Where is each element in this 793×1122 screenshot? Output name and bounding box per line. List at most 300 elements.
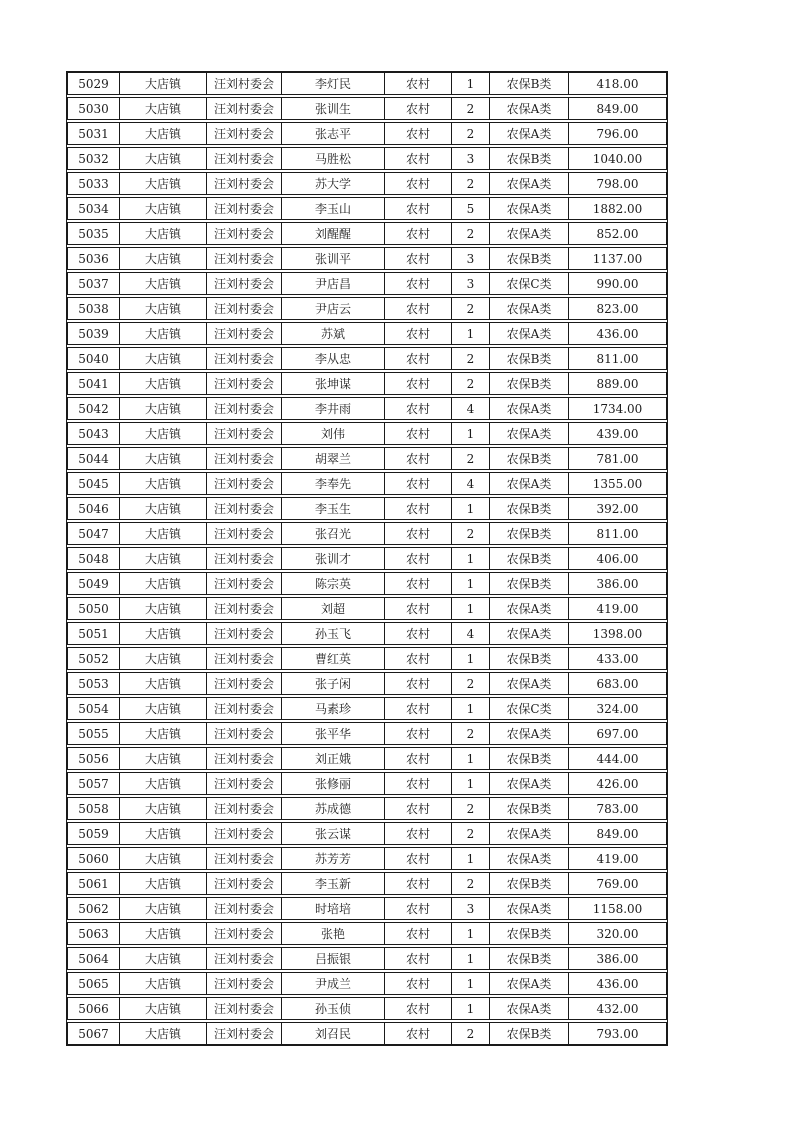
cell-count: 1 (452, 973, 490, 994)
cell-name: 张训平 (282, 248, 385, 269)
cell-name: 马素珍 (282, 698, 385, 719)
cell-id: 5039 (68, 323, 120, 344)
cell-village: 汪刘村委会 (207, 623, 282, 644)
cell-amount: 406.00 (596, 551, 639, 566)
cell-village: 汪刘村委会 (207, 773, 282, 794)
cell-village: 汪刘村委会 (207, 973, 282, 994)
cell-village: 汪刘村委会 (207, 373, 282, 394)
cell-town: 大店镇 (120, 1023, 207, 1044)
cell-id: 5047 (68, 523, 120, 544)
cell-name: 陈宗英 (282, 573, 385, 594)
cell-amount: 324.00 (596, 701, 639, 716)
cell-name: 张召光 (282, 523, 385, 544)
cell-residence: 农村 (385, 448, 452, 469)
cell-type: 农保C类 (490, 273, 569, 294)
cell-count: 1 (452, 698, 490, 719)
cell-name: 张平华 (282, 723, 385, 744)
cell-id: 5067 (68, 1023, 120, 1044)
cell-amount: 419.00 (596, 851, 639, 866)
cell-residence: 农村 (385, 148, 452, 169)
cell-count: 3 (452, 248, 490, 269)
cell-id: 5050 (68, 598, 120, 619)
table-row (67, 772, 667, 795)
cell-type: 农保B类 (490, 923, 569, 944)
table-row (67, 522, 667, 545)
cell-town: 大店镇 (120, 898, 207, 919)
cell-town: 大店镇 (120, 798, 207, 819)
cell-type: 农保B类 (490, 248, 569, 269)
cell-residence: 农村 (385, 73, 452, 94)
cell-name: 尹店云 (282, 298, 385, 319)
cell-residence: 农村 (385, 473, 452, 494)
table-row (67, 622, 667, 645)
cell-residence: 农村 (385, 873, 452, 894)
cell-id: 5032 (68, 148, 120, 169)
cell-village: 汪刘村委会 (207, 948, 282, 969)
table-row (67, 997, 667, 1020)
cell-residence: 农村 (385, 773, 452, 794)
cell-count: 2 (452, 123, 490, 144)
cell-amount: 990.00 (596, 276, 639, 291)
cell-town: 大店镇 (120, 998, 207, 1019)
cell-id: 5052 (68, 648, 120, 669)
cell-id: 5059 (68, 823, 120, 844)
cell-residence: 农村 (385, 98, 452, 119)
table-row (67, 872, 667, 895)
cell-type: 农保A类 (490, 973, 569, 994)
cell-type: 农保A类 (490, 473, 569, 494)
table-row (67, 572, 667, 595)
cell-id: 5062 (68, 898, 120, 919)
cell-count: 2 (452, 298, 490, 319)
cell-town: 大店镇 (120, 423, 207, 444)
cell-town: 大店镇 (120, 723, 207, 744)
cell-village: 汪刘村委会 (207, 398, 282, 419)
cell-town: 大店镇 (120, 373, 207, 394)
cell-residence: 农村 (385, 273, 452, 294)
cell-type: 农保C类 (490, 698, 569, 719)
table-row (67, 747, 667, 770)
cell-town: 大店镇 (120, 298, 207, 319)
cell-type: 农保A类 (490, 298, 569, 319)
cell-id: 5035 (68, 223, 120, 244)
cell-type: 农保A类 (490, 823, 569, 844)
cell-count: 1 (452, 323, 490, 344)
cell-id: 5033 (68, 173, 120, 194)
cell-residence: 农村 (385, 798, 452, 819)
cell-count: 1 (452, 573, 490, 594)
cell-amount: 697.00 (596, 726, 639, 741)
cell-count: 4 (452, 398, 490, 419)
cell-residence: 农村 (385, 498, 452, 519)
cell-town: 大店镇 (120, 923, 207, 944)
cell-count: 1 (452, 73, 490, 94)
cell-amount: 849.00 (596, 101, 639, 116)
cell-name: 刘正娥 (282, 748, 385, 769)
table-row (67, 322, 667, 345)
cell-village: 汪刘村委会 (207, 73, 282, 94)
cell-amount: 811.00 (596, 351, 639, 366)
cell-type: 农保A类 (490, 198, 569, 219)
cell-name: 刘召民 (282, 1023, 385, 1044)
cell-count: 2 (452, 523, 490, 544)
cell-count: 1 (452, 998, 490, 1019)
cell-village: 汪刘村委会 (207, 698, 282, 719)
cell-village: 汪刘村委会 (207, 523, 282, 544)
cell-type: 农保B类 (490, 573, 569, 594)
cell-village: 汪刘村委会 (207, 573, 282, 594)
table-row (67, 422, 667, 445)
cell-amount: 849.00 (596, 826, 639, 841)
cell-type: 农保B类 (490, 348, 569, 369)
cell-village: 汪刘村委会 (207, 798, 282, 819)
cell-count: 1 (452, 498, 490, 519)
cell-name: 尹成兰 (282, 973, 385, 994)
cell-id: 5031 (68, 123, 120, 144)
cell-amount: 432.00 (596, 1001, 639, 1016)
cell-village: 汪刘村委会 (207, 898, 282, 919)
cell-type: 农保A类 (490, 998, 569, 1019)
cell-amount: 1882.00 (592, 201, 643, 216)
cell-town: 大店镇 (120, 573, 207, 594)
cell-name: 张云谋 (282, 823, 385, 844)
cell-name: 张修丽 (282, 773, 385, 794)
cell-id: 5057 (68, 773, 120, 794)
cell-residence: 农村 (385, 648, 452, 669)
cell-town: 大店镇 (120, 698, 207, 719)
table-row (67, 847, 667, 870)
cell-count: 1 (452, 848, 490, 869)
cell-amount: 783.00 (596, 801, 639, 816)
cell-village: 汪刘村委会 (207, 923, 282, 944)
cell-count: 2 (452, 173, 490, 194)
cell-amount: 781.00 (596, 451, 639, 466)
cell-town: 大店镇 (120, 623, 207, 644)
cell-count: 3 (452, 273, 490, 294)
cell-name: 刘醒醒 (282, 223, 385, 244)
cell-id: 5054 (68, 698, 120, 719)
cell-id: 5034 (68, 198, 120, 219)
cell-type: 农保A类 (490, 123, 569, 144)
cell-type: 农保B类 (490, 523, 569, 544)
cell-id: 5064 (68, 948, 120, 969)
cell-village: 汪刘村委会 (207, 548, 282, 569)
cell-village: 汪刘村委会 (207, 1023, 282, 1044)
cell-id: 5041 (68, 373, 120, 394)
cell-count: 2 (452, 373, 490, 394)
cell-village: 汪刘村委会 (207, 423, 282, 444)
cell-amount: 1398.00 (592, 626, 643, 641)
cell-type: 农保B类 (490, 1023, 569, 1044)
cell-count: 2 (452, 673, 490, 694)
cell-town: 大店镇 (120, 223, 207, 244)
cell-count: 1 (452, 748, 490, 769)
cell-residence: 农村 (385, 573, 452, 594)
table-row (67, 497, 667, 520)
cell-id: 5056 (68, 748, 120, 769)
cell-town: 大店镇 (120, 598, 207, 619)
cell-count: 1 (452, 598, 490, 619)
cell-amount: 433.00 (596, 651, 639, 666)
cell-amount: 386.00 (596, 576, 639, 591)
cell-residence: 农村 (385, 523, 452, 544)
cell-village: 汪刘村委会 (207, 298, 282, 319)
table-row (67, 1022, 667, 1045)
cell-village: 汪刘村委会 (207, 448, 282, 469)
cell-type: 农保B类 (490, 548, 569, 569)
cell-village: 汪刘村委会 (207, 248, 282, 269)
cell-id: 5058 (68, 798, 120, 819)
cell-name: 张坤谋 (282, 373, 385, 394)
cell-type: 农保B类 (490, 648, 569, 669)
cell-name: 胡翠兰 (282, 448, 385, 469)
table-row (67, 947, 667, 970)
cell-count: 2 (452, 723, 490, 744)
cell-town: 大店镇 (120, 748, 207, 769)
cell-id: 5060 (68, 848, 120, 869)
cell-residence: 农村 (385, 748, 452, 769)
cell-village: 汪刘村委会 (207, 748, 282, 769)
cell-village: 汪刘村委会 (207, 173, 282, 194)
cell-count: 1 (452, 548, 490, 569)
cell-residence: 农村 (385, 298, 452, 319)
cell-count: 2 (452, 873, 490, 894)
cell-village: 汪刘村委会 (207, 998, 282, 1019)
cell-village: 汪刘村委会 (207, 723, 282, 744)
cell-village: 汪刘村委会 (207, 848, 282, 869)
cell-name: 吕振银 (282, 948, 385, 969)
cell-residence: 农村 (385, 223, 452, 244)
cell-count: 2 (452, 348, 490, 369)
cell-id: 5029 (68, 73, 120, 94)
cell-name: 马胜松 (282, 148, 385, 169)
cell-town: 大店镇 (120, 848, 207, 869)
cell-name: 苏成德 (282, 798, 385, 819)
cell-name: 李井雨 (282, 398, 385, 419)
cell-residence: 农村 (385, 848, 452, 869)
cell-type: 农保A类 (490, 98, 569, 119)
cell-residence: 农村 (385, 1023, 452, 1044)
cell-name: 孙玉飞 (282, 623, 385, 644)
cell-count: 2 (452, 798, 490, 819)
cell-residence: 农村 (385, 248, 452, 269)
cell-type: 农保A类 (490, 773, 569, 794)
cell-amount: 1355.00 (592, 476, 643, 491)
cell-town: 大店镇 (120, 673, 207, 694)
cell-name: 时培培 (282, 898, 385, 919)
cell-amount: 889.00 (596, 376, 639, 391)
cell-residence: 农村 (385, 698, 452, 719)
cell-town: 大店镇 (120, 648, 207, 669)
cell-town: 大店镇 (120, 248, 207, 269)
cell-amount: 798.00 (596, 176, 639, 191)
cell-town: 大店镇 (120, 523, 207, 544)
cell-type: 农保B类 (490, 873, 569, 894)
cell-type: 农保A类 (490, 223, 569, 244)
cell-type: 农保B类 (490, 948, 569, 969)
table-row (67, 397, 667, 420)
cell-count: 4 (452, 473, 490, 494)
cell-count: 1 (452, 773, 490, 794)
cell-residence: 农村 (385, 723, 452, 744)
cell-id: 5030 (68, 98, 120, 119)
cell-count: 1 (452, 948, 490, 969)
cell-town: 大店镇 (120, 823, 207, 844)
table-row (67, 197, 667, 220)
cell-id: 5065 (68, 973, 120, 994)
cell-id: 5063 (68, 923, 120, 944)
cell-village: 汪刘村委会 (207, 223, 282, 244)
cell-name: 苏芳芳 (282, 848, 385, 869)
cell-town: 大店镇 (120, 198, 207, 219)
cell-name: 张子闲 (282, 673, 385, 694)
cell-residence: 农村 (385, 598, 452, 619)
table-row (67, 672, 667, 695)
cell-id: 5045 (68, 473, 120, 494)
cell-amount: 823.00 (596, 301, 639, 316)
cell-count: 1 (452, 423, 490, 444)
cell-id: 5036 (68, 248, 120, 269)
cell-amount: 1734.00 (592, 401, 643, 416)
cell-residence: 农村 (385, 323, 452, 344)
cell-village: 汪刘村委会 (207, 123, 282, 144)
table-row (67, 272, 667, 295)
table-row (67, 347, 667, 370)
cell-name: 李从忠 (282, 348, 385, 369)
cell-amount: 683.00 (596, 676, 639, 691)
cell-name: 孙玉侦 (282, 998, 385, 1019)
cell-type: 农保A类 (490, 623, 569, 644)
table-row (67, 297, 667, 320)
table-row (67, 247, 667, 270)
cell-name: 苏斌 (282, 323, 385, 344)
cell-count: 2 (452, 223, 490, 244)
cell-amount: 1137.00 (592, 251, 643, 266)
cell-id: 5037 (68, 273, 120, 294)
cell-type: 农保A类 (490, 673, 569, 694)
cell-village: 汪刘村委会 (207, 648, 282, 669)
cell-town: 大店镇 (120, 973, 207, 994)
table-row (67, 222, 667, 245)
cell-village: 汪刘村委会 (207, 98, 282, 119)
cell-amount: 426.00 (596, 776, 639, 791)
cell-name: 李玉新 (282, 873, 385, 894)
cell-id: 5046 (68, 498, 120, 519)
table-row (67, 122, 667, 145)
cell-count: 3 (452, 898, 490, 919)
table-row (67, 172, 667, 195)
table-row (67, 972, 667, 995)
cell-town: 大店镇 (120, 498, 207, 519)
cell-residence: 农村 (385, 948, 452, 969)
cell-town: 大店镇 (120, 273, 207, 294)
cell-type: 农保A类 (490, 398, 569, 419)
cell-amount: 793.00 (596, 1026, 639, 1041)
cell-type: 农保A类 (490, 423, 569, 444)
cell-residence: 农村 (385, 548, 452, 569)
table-row (67, 922, 667, 945)
table-row (67, 72, 667, 95)
cell-town: 大店镇 (120, 173, 207, 194)
cell-town: 大店镇 (120, 948, 207, 969)
cell-type: 农保B类 (490, 73, 569, 94)
cell-type: 农保B类 (490, 373, 569, 394)
table-row (67, 647, 667, 670)
cell-name: 刘伟 (282, 423, 385, 444)
cell-village: 汪刘村委会 (207, 598, 282, 619)
cell-village: 汪刘村委会 (207, 823, 282, 844)
cell-type: 农保A类 (490, 848, 569, 869)
cell-town: 大店镇 (120, 398, 207, 419)
payment-table (66, 71, 668, 1046)
cell-town: 大店镇 (120, 148, 207, 169)
cell-id: 5042 (68, 398, 120, 419)
cell-residence: 农村 (385, 823, 452, 844)
cell-amount: 852.00 (596, 226, 639, 241)
cell-village: 汪刘村委会 (207, 273, 282, 294)
cell-amount: 418.00 (596, 76, 639, 91)
cell-village: 汪刘村委会 (207, 473, 282, 494)
cell-amount: 320.00 (596, 926, 639, 941)
cell-name: 张志平 (282, 123, 385, 144)
cell-name: 李玉生 (282, 498, 385, 519)
cell-id: 5055 (68, 723, 120, 744)
cell-id: 5044 (68, 448, 120, 469)
cell-amount: 769.00 (596, 876, 639, 891)
cell-town: 大店镇 (120, 773, 207, 794)
cell-residence: 农村 (385, 423, 452, 444)
cell-name: 李奉先 (282, 473, 385, 494)
cell-residence: 农村 (385, 173, 452, 194)
cell-residence: 农村 (385, 673, 452, 694)
cell-amount: 811.00 (596, 526, 639, 541)
cell-count: 4 (452, 623, 490, 644)
cell-residence: 农村 (385, 198, 452, 219)
cell-residence: 农村 (385, 348, 452, 369)
cell-town: 大店镇 (120, 873, 207, 894)
cell-type: 农保A类 (490, 723, 569, 744)
cell-id: 5061 (68, 873, 120, 894)
cell-type: 农保B类 (490, 498, 569, 519)
cell-type: 农保A类 (490, 598, 569, 619)
cell-village: 汪刘村委会 (207, 873, 282, 894)
cell-village: 汪刘村委会 (207, 348, 282, 369)
cell-amount: 796.00 (596, 126, 639, 141)
cell-amount: 386.00 (596, 951, 639, 966)
cell-town: 大店镇 (120, 73, 207, 94)
table-row (67, 472, 667, 495)
table-row (67, 97, 667, 120)
cell-name: 李灯民 (282, 73, 385, 94)
cell-id: 5038 (68, 298, 120, 319)
cell-count: 2 (452, 1023, 490, 1044)
cell-village: 汪刘村委会 (207, 198, 282, 219)
cell-count: 2 (452, 823, 490, 844)
cell-residence: 农村 (385, 998, 452, 1019)
table-row (67, 797, 667, 820)
cell-residence: 农村 (385, 373, 452, 394)
cell-count: 5 (452, 198, 490, 219)
cell-type: 农保B类 (490, 448, 569, 469)
cell-count: 1 (452, 648, 490, 669)
cell-town: 大店镇 (120, 448, 207, 469)
cell-amount: 392.00 (596, 501, 639, 516)
cell-town: 大店镇 (120, 548, 207, 569)
cell-residence: 农村 (385, 923, 452, 944)
cell-name: 曹红英 (282, 648, 385, 669)
cell-type: 农保B类 (490, 748, 569, 769)
cell-town: 大店镇 (120, 123, 207, 144)
